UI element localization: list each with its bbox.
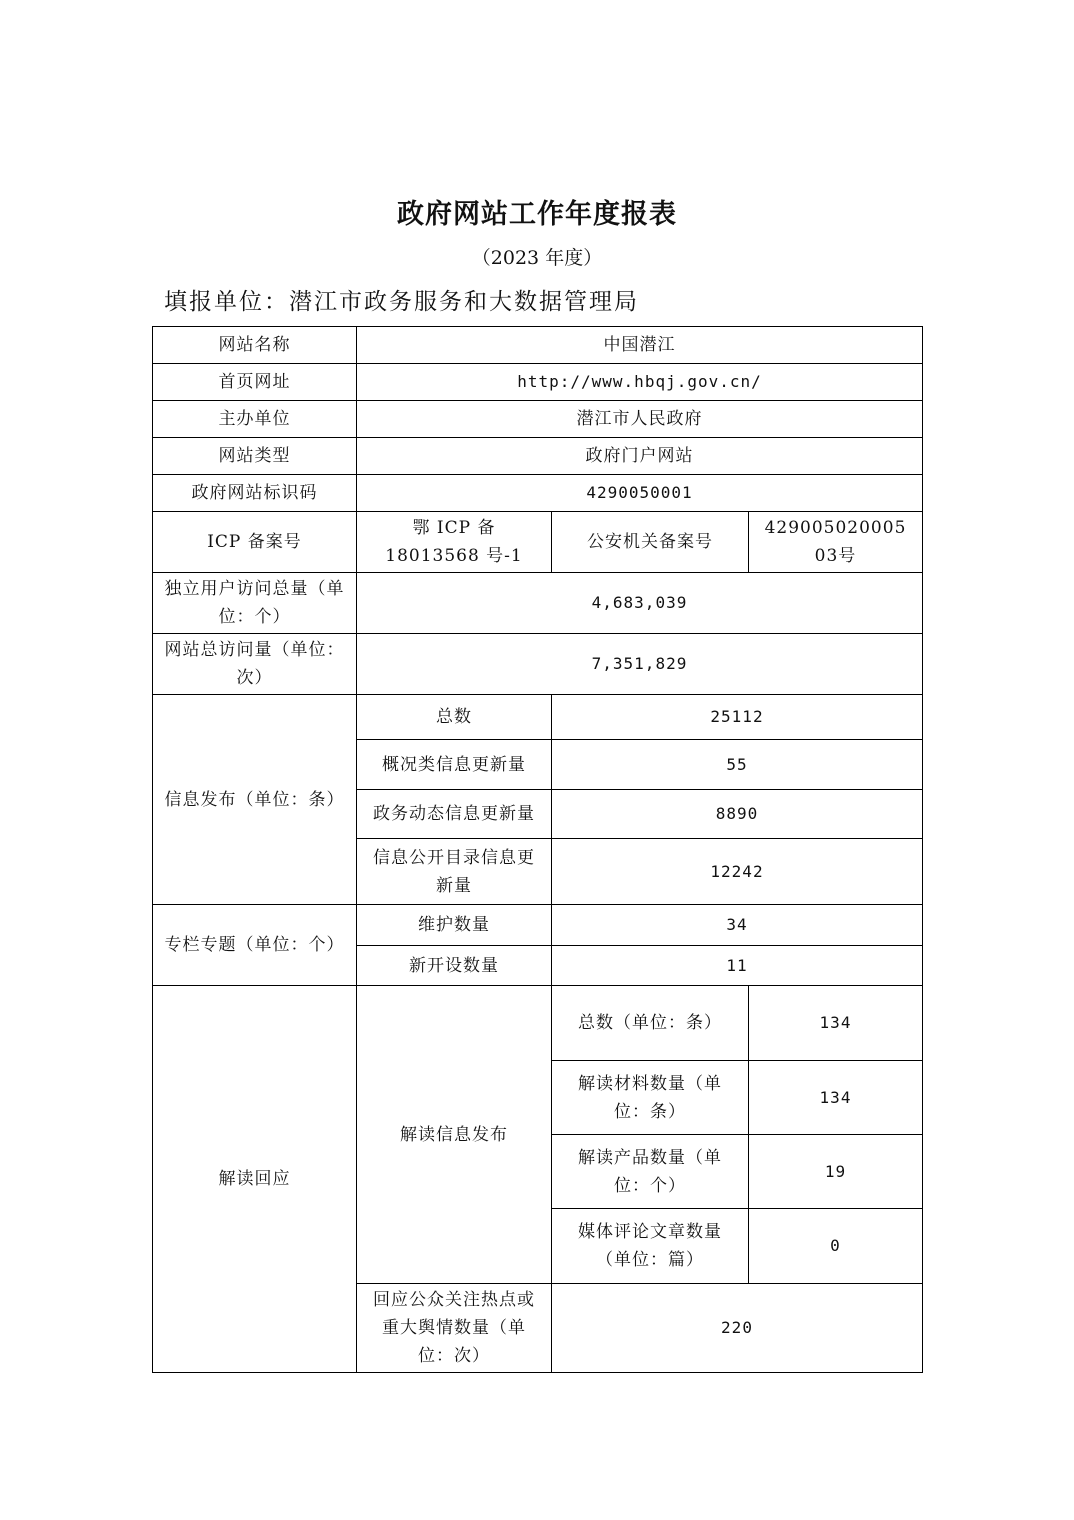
sponsor-label: 主办单位 [153, 401, 357, 438]
columns-new-value: 11 [552, 946, 923, 986]
info-overview-label: 概况类信息更新量 [357, 740, 552, 790]
interp-material-label: 解读材料数量（单位：条） [552, 1061, 749, 1135]
columns-label: 专栏专题（单位：个） [153, 905, 357, 986]
site-code-label: 政府网站标识码 [153, 475, 357, 512]
homepage-value: http://www.hbqj.gov.cn/ [357, 364, 923, 401]
info-news-value: 8890 [552, 790, 923, 839]
table-row [153, 634, 923, 695]
police-value: 42900502000503号 [749, 512, 923, 573]
report-year: （2023 年度） [471, 247, 603, 269]
interp-hotspot-label: 回应公众关注热点或重大舆情数量（单位：次） [357, 1284, 552, 1373]
pv-label: 网站总访问量（单位：次） [153, 634, 357, 695]
icp-value: 鄂 ICP 备 18013568 号-1 [357, 512, 552, 573]
police-label: 公安机关备案号 [552, 512, 749, 573]
columns-new-label: 新开设数量 [357, 946, 552, 986]
interp-total-value: 134 [749, 986, 923, 1061]
interp-media-value: 0 [749, 1209, 923, 1284]
table-row [153, 905, 923, 946]
uv-value: 4,683,039 [357, 573, 923, 634]
site-type-value: 政府门户网站 [357, 438, 923, 475]
icp-label: ICP 备案号 [153, 512, 357, 573]
interpretation-label: 解读回应 [153, 986, 357, 1373]
table-row [153, 364, 923, 401]
table-row [153, 401, 923, 438]
site-name-label: 网站名称 [153, 327, 357, 364]
columns-maintain-value: 34 [552, 905, 923, 946]
info-news-label: 政务动态信息更新量 [357, 790, 552, 839]
reporting-unit: 填报单位：潜江市政务服务和大数据管理局 [164, 289, 639, 315]
table-row [153, 695, 923, 740]
columns-maintain-label: 维护数量 [357, 905, 552, 946]
table-row [153, 438, 923, 475]
info-overview-value: 55 [552, 740, 923, 790]
interp-material-value: 134 [749, 1061, 923, 1135]
interp-product-label: 解读产品数量（单位：个） [552, 1135, 749, 1209]
site-code-value: 4290050001 [357, 475, 923, 512]
interpretation-release-label: 解读信息发布 [357, 986, 552, 1284]
report-title: 政府网站工作年度报表 [397, 199, 677, 230]
table-row [153, 512, 923, 573]
info-total-value: 25112 [552, 695, 923, 740]
info-release-label: 信息发布（单位：条） [153, 695, 357, 905]
table-row [153, 475, 923, 512]
interp-product-value: 19 [749, 1135, 923, 1209]
info-catalog-value: 12242 [552, 839, 923, 905]
pv-value: 7,351,829 [357, 634, 923, 695]
table-row [153, 986, 923, 1061]
uv-label: 独立用户访问总量（单位：个） [153, 573, 357, 634]
report-table [152, 326, 923, 1373]
site-name-value: 中国潜江 [357, 327, 923, 364]
info-total-label: 总数 [357, 695, 552, 740]
table-row [153, 327, 923, 364]
sponsor-value: 潜江市人民政府 [357, 401, 923, 438]
interp-hotspot-value: 220 [552, 1284, 923, 1373]
site-type-label: 网站类型 [153, 438, 357, 475]
info-catalog-label: 信息公开目录信息更新量 [357, 839, 552, 905]
table-row [153, 573, 923, 634]
interp-total-label: 总数（单位：条） [552, 986, 749, 1061]
interp-media-label: 媒体评论文章数量（单位：篇） [552, 1209, 749, 1284]
homepage-label: 首页网址 [153, 364, 357, 401]
